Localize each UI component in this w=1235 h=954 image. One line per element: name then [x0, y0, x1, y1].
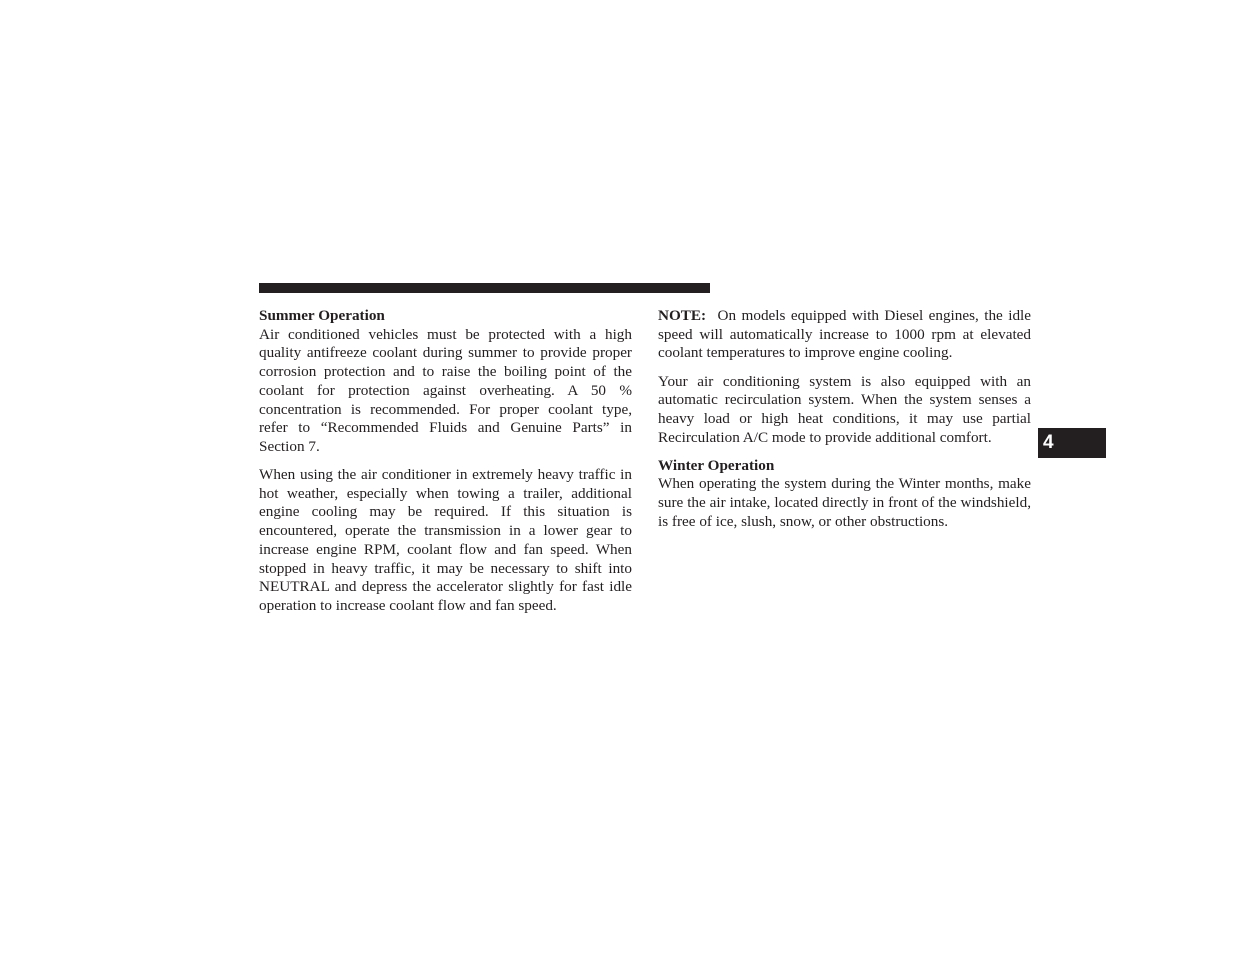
winter-operation-text: When operating the system during the Winter months, make sure the air intake, located directly in front of the windshield, is free of ice, slush, snow, or other obstructions. — [658, 475, 1031, 530]
note-text: On models equipped with Diesel engines, the idle speed will automatically increase to 1000 rpm at elevated coolant temperatures to improve engine cooling. — [658, 307, 1032, 362]
note-label: NOTE: — [658, 307, 707, 324]
section-rule — [259, 283, 710, 293]
summer-operation-section — [259, 307, 632, 457]
winter-operation-section — [658, 457, 1031, 532]
right-column — [658, 307, 1031, 541]
recirculation-paragraph: Your air conditioning system is also equipped with an automatic recirculation system. When the system senses a heavy load or high heat conditions, it may use partial Recirculation A/C mode to provide additional comfort. — [658, 372, 1031, 446]
winter-operation-heading: Winter Operation — [658, 456, 775, 474]
summer-operation-heading: Summer Operation — [259, 307, 385, 324]
heavy-traffic-paragraph: When using the air conditioner in extremely heavy traffic in hot weather, especially when towing a trailer, additional engine cooling may be required. If this situation is encountered, operate the transmission in a lower gear to increase engine RPM, coolant flow and fan speed. When stopped in heavy traffic, it may be necessary to shift into NEUTRAL and depress the accelerator slightly for fast idle operation to increase coolant flow and fan speed. — [259, 466, 632, 614]
summer-operation-text: Air conditioned vehicles must be protected with a high quality antifreeze coolant during summer to provide proper corrosion protection and to raise the boiling point of the coolant for protection against overheating. A 50 % concentration is recommended. For proper coolant type, refer to “Recommended Fluids and Genuine Parts” in Section 7. — [259, 325, 632, 455]
diesel-note — [658, 307, 1031, 363]
left-column — [259, 307, 632, 625]
chapter-tab: 4 — [1038, 428, 1106, 458]
